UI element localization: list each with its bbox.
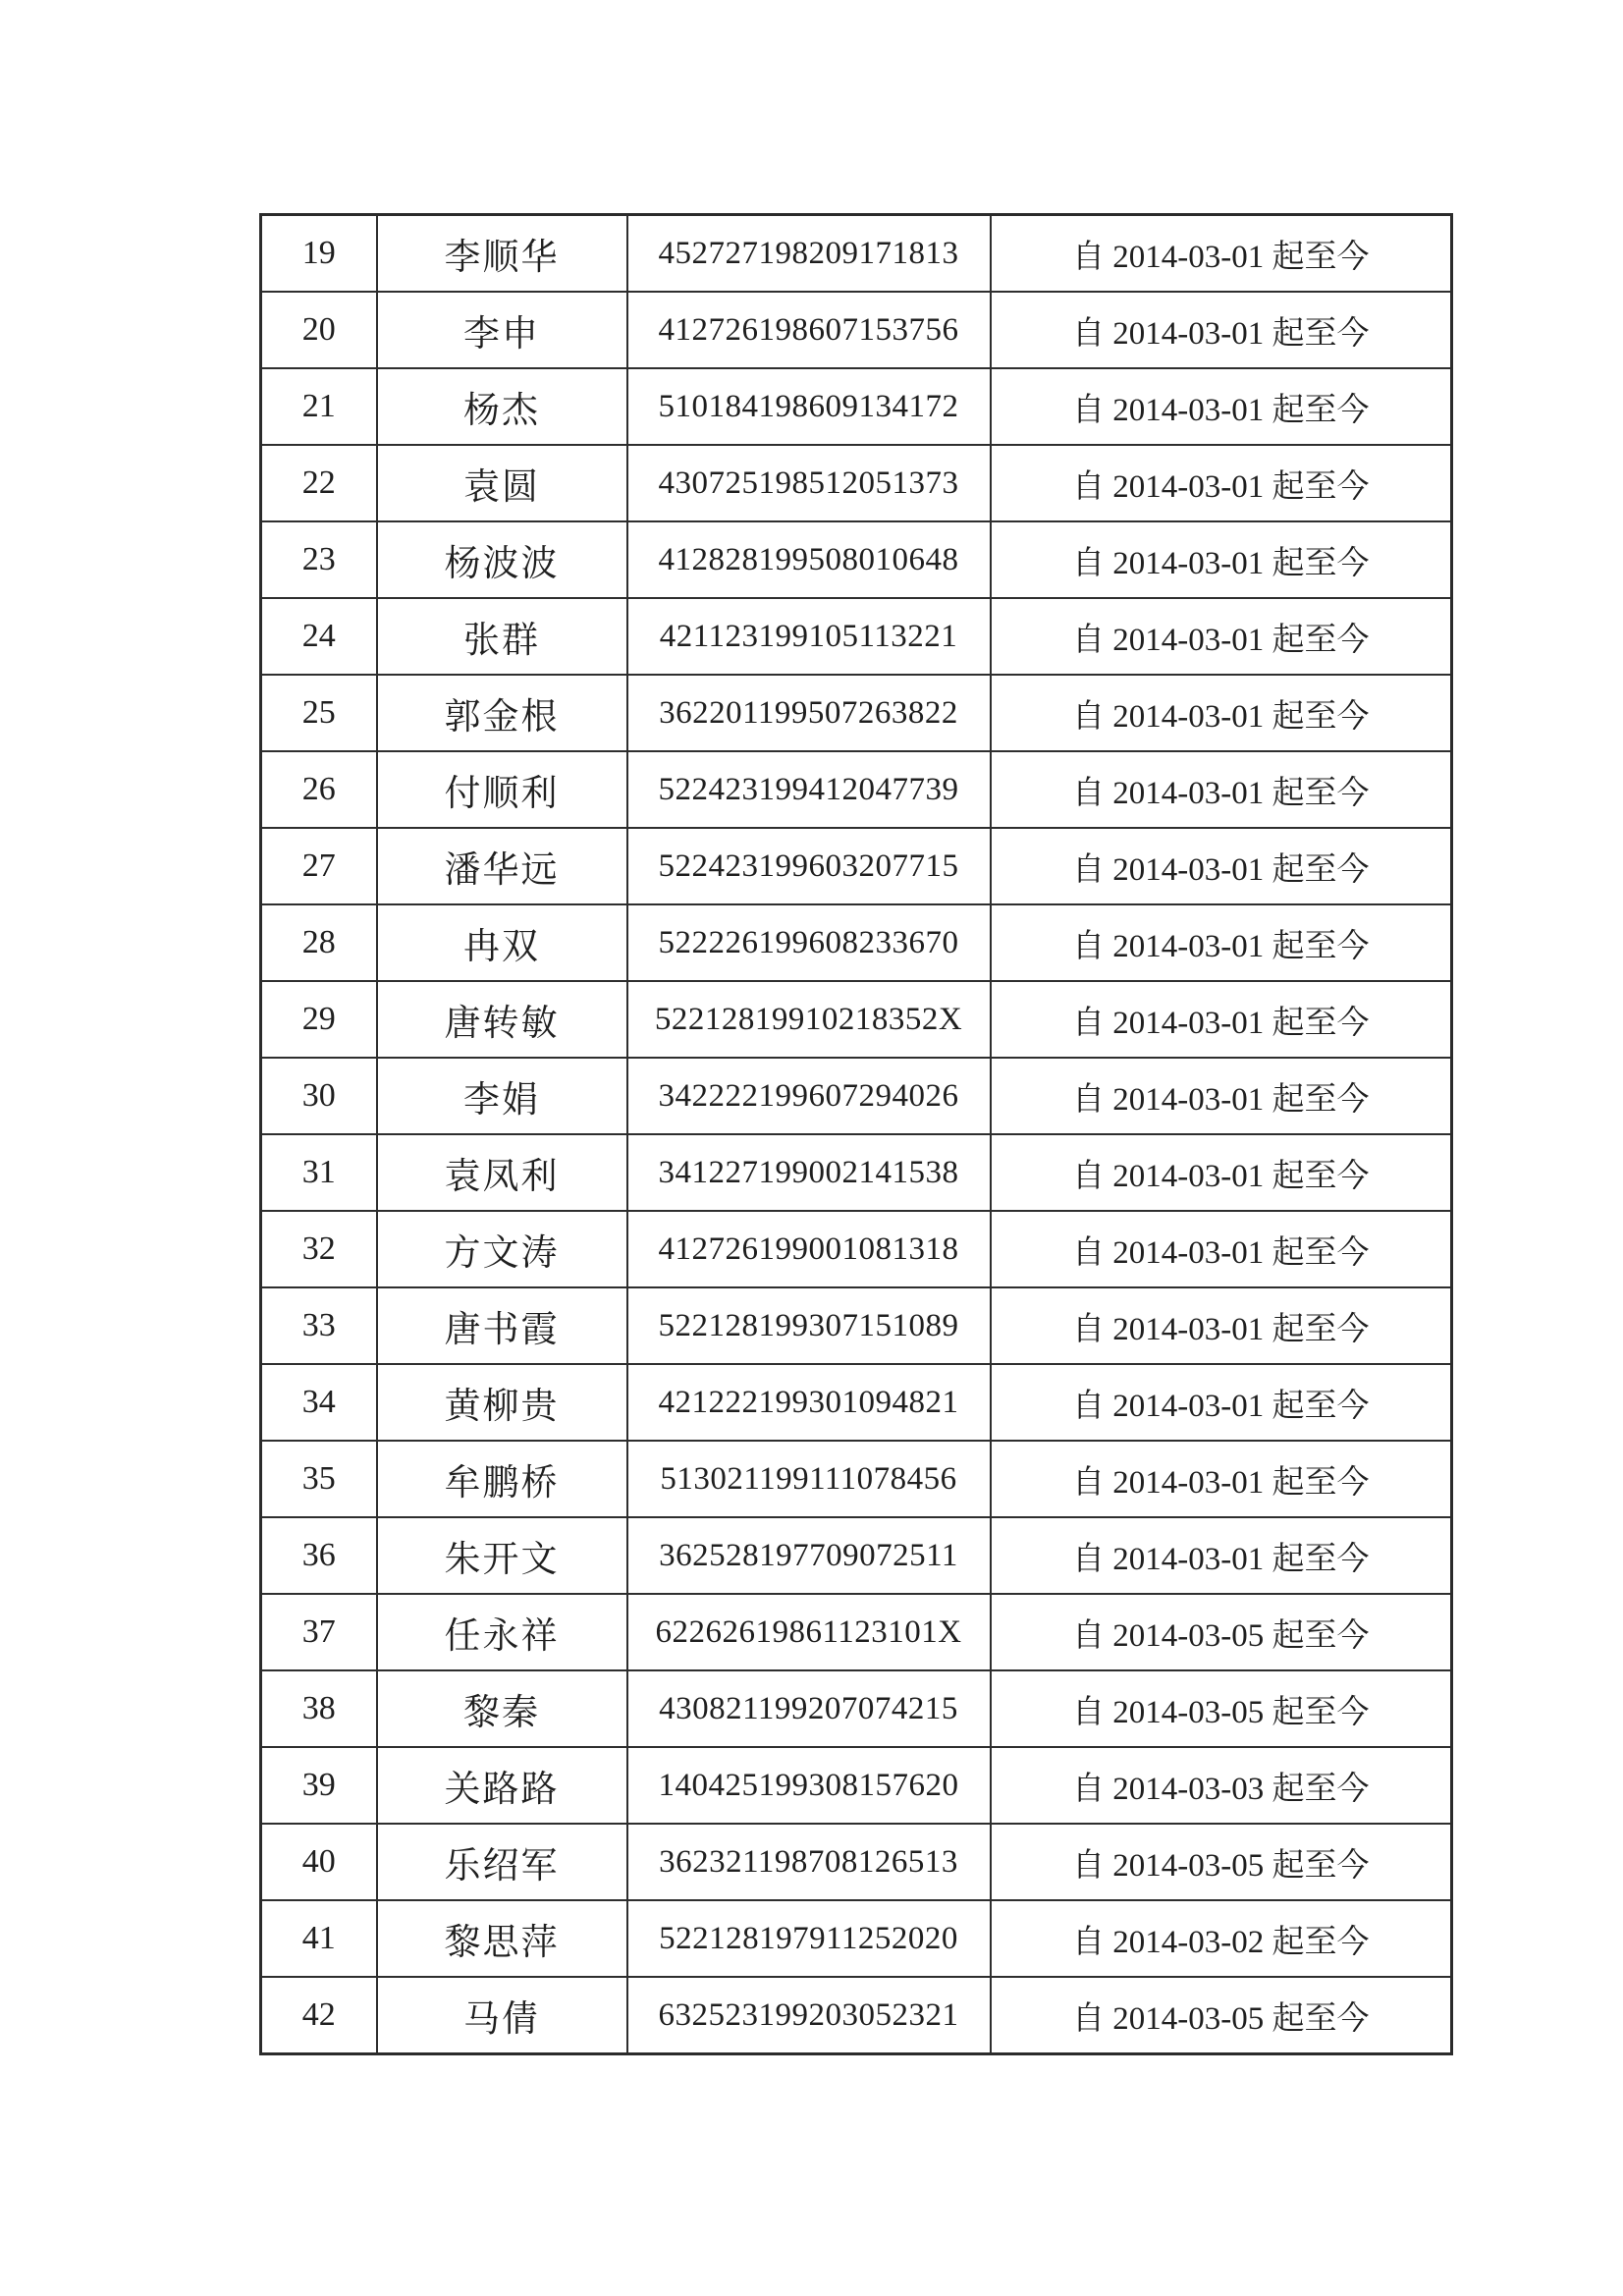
row-number-cell: 41	[261, 1900, 377, 1977]
table-row	[261, 215, 1452, 293]
name-cell: 马倩	[377, 1977, 627, 2054]
period-cell: 自 2014-03-01 起至今	[991, 751, 1452, 828]
period-cell: 自 2014-03-01 起至今	[991, 1058, 1452, 1134]
table-row	[261, 1364, 1452, 1441]
name-cell: 唐转敏	[377, 981, 627, 1058]
row-number-cell: 35	[261, 1441, 377, 1517]
id-number-cell: 421123199105113221	[627, 598, 991, 675]
period-cell: 自 2014-03-01 起至今	[991, 1441, 1452, 1517]
name-cell: 方文涛	[377, 1211, 627, 1287]
row-number-cell: 39	[261, 1747, 377, 1824]
row-number-cell: 42	[261, 1977, 377, 2054]
table-row	[261, 1824, 1452, 1900]
period-cell: 自 2014-03-01 起至今	[991, 1134, 1452, 1211]
table-row	[261, 751, 1452, 828]
table-row	[261, 1670, 1452, 1747]
id-number-cell: 430821199207074215	[627, 1670, 991, 1747]
period-cell: 自 2014-03-02 起至今	[991, 1900, 1452, 1977]
table-row	[261, 445, 1452, 521]
name-cell: 付顺利	[377, 751, 627, 828]
id-number-cell: 62262619861123101X	[627, 1594, 991, 1670]
period-cell: 自 2014-03-05 起至今	[991, 1670, 1452, 1747]
period-cell: 自 2014-03-01 起至今	[991, 828, 1452, 904]
name-cell: 黎思萍	[377, 1900, 627, 1977]
row-number-cell: 38	[261, 1670, 377, 1747]
name-cell: 袁凤利	[377, 1134, 627, 1211]
row-number-cell: 24	[261, 598, 377, 675]
name-cell: 李娟	[377, 1058, 627, 1134]
name-cell: 杨杰	[377, 368, 627, 445]
id-number-cell: 341227199002141538	[627, 1134, 991, 1211]
table-row	[261, 981, 1452, 1058]
name-cell: 乐绍军	[377, 1824, 627, 1900]
period-cell: 自 2014-03-05 起至今	[991, 1824, 1452, 1900]
id-number-cell: 510184198609134172	[627, 368, 991, 445]
row-number-cell: 28	[261, 904, 377, 981]
period-cell: 自 2014-03-01 起至今	[991, 904, 1452, 981]
row-number-cell: 32	[261, 1211, 377, 1287]
period-cell: 自 2014-03-01 起至今	[991, 981, 1452, 1058]
name-cell: 任永祥	[377, 1594, 627, 1670]
row-number-cell: 40	[261, 1824, 377, 1900]
id-number-cell: 362528197709072511	[627, 1517, 991, 1594]
id-number-cell: 362201199507263822	[627, 675, 991, 751]
table-row	[261, 1747, 1452, 1824]
table-row	[261, 1977, 1452, 2054]
name-cell: 郭金根	[377, 675, 627, 751]
row-number-cell: 31	[261, 1134, 377, 1211]
row-number-cell: 30	[261, 1058, 377, 1134]
table-row	[261, 1900, 1452, 1977]
period-cell: 自 2014-03-01 起至今	[991, 445, 1452, 521]
table-row	[261, 1211, 1452, 1287]
table-row	[261, 292, 1452, 368]
table-row	[261, 598, 1452, 675]
id-number-cell: 522128197911252020	[627, 1900, 991, 1977]
row-number-cell: 23	[261, 521, 377, 598]
period-cell: 自 2014-03-01 起至今	[991, 1517, 1452, 1594]
name-cell: 唐书霞	[377, 1287, 627, 1364]
name-cell: 牟鹏桥	[377, 1441, 627, 1517]
name-cell: 黎秦	[377, 1670, 627, 1747]
id-number-cell: 342222199607294026	[627, 1058, 991, 1134]
name-cell: 黄柳贵	[377, 1364, 627, 1441]
name-cell: 杨波波	[377, 521, 627, 598]
id-number-cell: 452727198209171813	[627, 215, 991, 293]
period-cell: 自 2014-03-01 起至今	[991, 1287, 1452, 1364]
period-cell: 自 2014-03-03 起至今	[991, 1747, 1452, 1824]
id-number-cell: 412828199508010648	[627, 521, 991, 598]
period-cell: 自 2014-03-01 起至今	[991, 1211, 1452, 1287]
table-row	[261, 1287, 1452, 1364]
name-cell: 朱开文	[377, 1517, 627, 1594]
period-cell: 自 2014-03-01 起至今	[991, 598, 1452, 675]
table-row	[261, 1058, 1452, 1134]
table-row	[261, 828, 1452, 904]
period-cell: 自 2014-03-01 起至今	[991, 675, 1452, 751]
table-row	[261, 904, 1452, 981]
id-number-cell: 421222199301094821	[627, 1364, 991, 1441]
table-row	[261, 1441, 1452, 1517]
id-number-cell: 513021199111078456	[627, 1441, 991, 1517]
roster-table-body	[261, 215, 1452, 2054]
table-row	[261, 368, 1452, 445]
table-row	[261, 675, 1452, 751]
row-number-cell: 22	[261, 445, 377, 521]
row-number-cell: 36	[261, 1517, 377, 1594]
roster-table	[259, 213, 1453, 2055]
period-cell: 自 2014-03-01 起至今	[991, 292, 1452, 368]
id-number-cell: 522226199608233670	[627, 904, 991, 981]
id-number-cell: 430725198512051373	[627, 445, 991, 521]
table-row	[261, 1594, 1452, 1670]
name-cell: 李顺华	[377, 215, 627, 293]
table-row	[261, 1517, 1452, 1594]
row-number-cell: 21	[261, 368, 377, 445]
name-cell: 潘华远	[377, 828, 627, 904]
name-cell: 李申	[377, 292, 627, 368]
id-number-cell: 362321198708126513	[627, 1824, 991, 1900]
period-cell: 自 2014-03-05 起至今	[991, 1977, 1452, 2054]
id-number-cell: 522423199603207715	[627, 828, 991, 904]
id-number-cell: 522423199412047739	[627, 751, 991, 828]
table-row	[261, 521, 1452, 598]
row-number-cell: 34	[261, 1364, 377, 1441]
table-row	[261, 1134, 1452, 1211]
period-cell: 自 2014-03-01 起至今	[991, 215, 1452, 293]
name-cell: 张群	[377, 598, 627, 675]
id-number-cell: 140425199308157620	[627, 1747, 991, 1824]
row-number-cell: 26	[261, 751, 377, 828]
period-cell: 自 2014-03-05 起至今	[991, 1594, 1452, 1670]
row-number-cell: 29	[261, 981, 377, 1058]
id-number-cell: 632523199203052321	[627, 1977, 991, 2054]
id-number-cell: 52212819910218352X	[627, 981, 991, 1058]
id-number-cell: 522128199307151089	[627, 1287, 991, 1364]
row-number-cell: 33	[261, 1287, 377, 1364]
id-number-cell: 412726198607153756	[627, 292, 991, 368]
period-cell: 自 2014-03-01 起至今	[991, 368, 1452, 445]
row-number-cell: 27	[261, 828, 377, 904]
period-cell: 自 2014-03-01 起至今	[991, 521, 1452, 598]
row-number-cell: 20	[261, 292, 377, 368]
name-cell: 冉双	[377, 904, 627, 981]
row-number-cell: 25	[261, 675, 377, 751]
id-number-cell: 412726199001081318	[627, 1211, 991, 1287]
row-number-cell: 19	[261, 215, 377, 293]
name-cell: 袁圆	[377, 445, 627, 521]
period-cell: 自 2014-03-01 起至今	[991, 1364, 1452, 1441]
name-cell: 关路路	[377, 1747, 627, 1824]
row-number-cell: 37	[261, 1594, 377, 1670]
